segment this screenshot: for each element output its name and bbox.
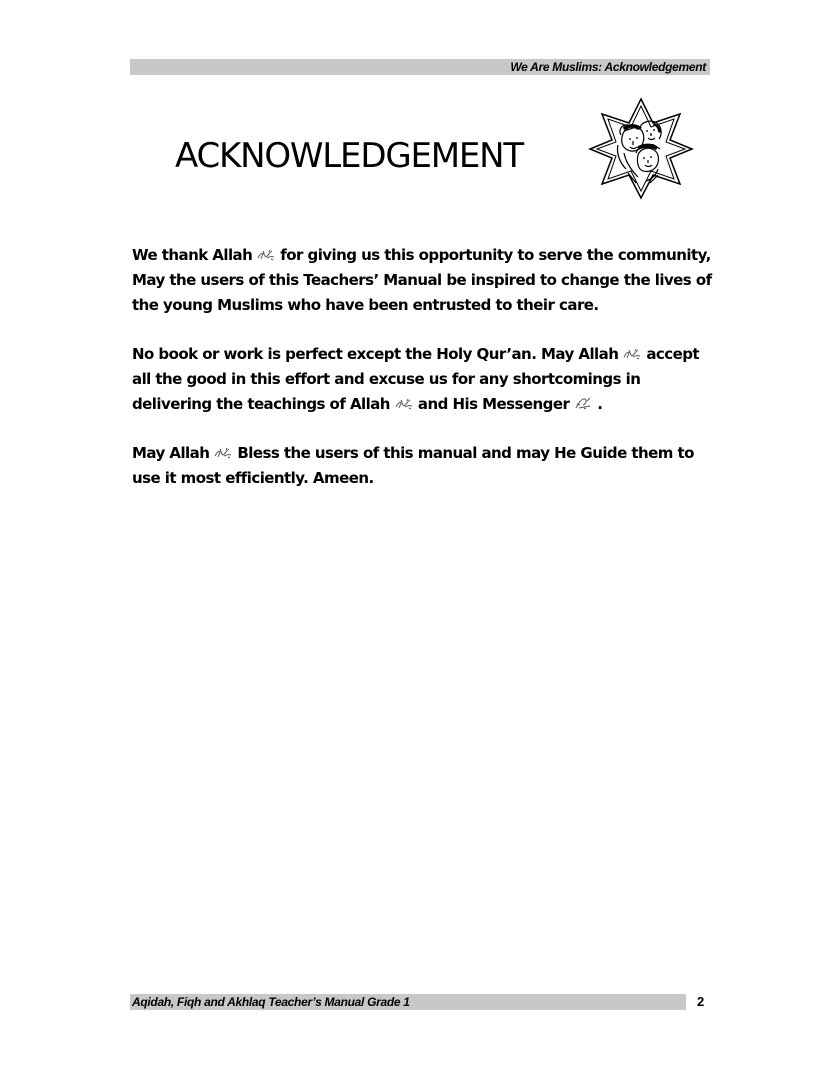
honorific-calligraphy-icon (214, 447, 232, 459)
text-segment: No book or work is perfect except the Holy Qur’an. May Allah (132, 345, 619, 363)
paragraph-perfection (132, 342, 712, 417)
running-header (130, 59, 710, 75)
paragraph-blessing (132, 441, 712, 491)
honorific-calligraphy-icon (623, 348, 641, 360)
honorific-calligraphy-icon (257, 249, 275, 261)
acknowledgement-body (132, 243, 712, 515)
running-header-title: We Are Muslims: Acknowledgement (510, 60, 706, 74)
text-segment: and His Messenger (417, 395, 570, 413)
text-segment: . (597, 395, 603, 413)
page-title: ACKNOWLEDGEMENT (175, 136, 523, 176)
page-number: 2 (697, 994, 705, 1009)
text-segment: accept all the good in this effort and excuse us for any shortcomings in delivering the teachings of Allah (132, 345, 700, 413)
text-segment: We thank Allah (132, 246, 253, 264)
text-segment: for giving us this opportunity to serve the community, May the users of this Teachers’ Manual be inspired to change the lives of the young Muslims who have been entrusted to their care. (132, 246, 712, 314)
salawat-calligraphy-icon (574, 396, 592, 410)
paragraph-thanks (132, 243, 712, 318)
children-star-emblem-icon (588, 97, 694, 200)
text-segment: May Allah (132, 444, 210, 462)
running-footer (130, 994, 686, 1010)
running-footer-title: Aqidah, Fiqh and Akhlaq Teacher’s Manual Grade 1 (132, 995, 410, 1009)
text-segment: Bless the users of this manual and may He Guide them to use it most efficiently. Ameen. (132, 444, 694, 487)
honorific-calligraphy-icon (395, 398, 413, 410)
